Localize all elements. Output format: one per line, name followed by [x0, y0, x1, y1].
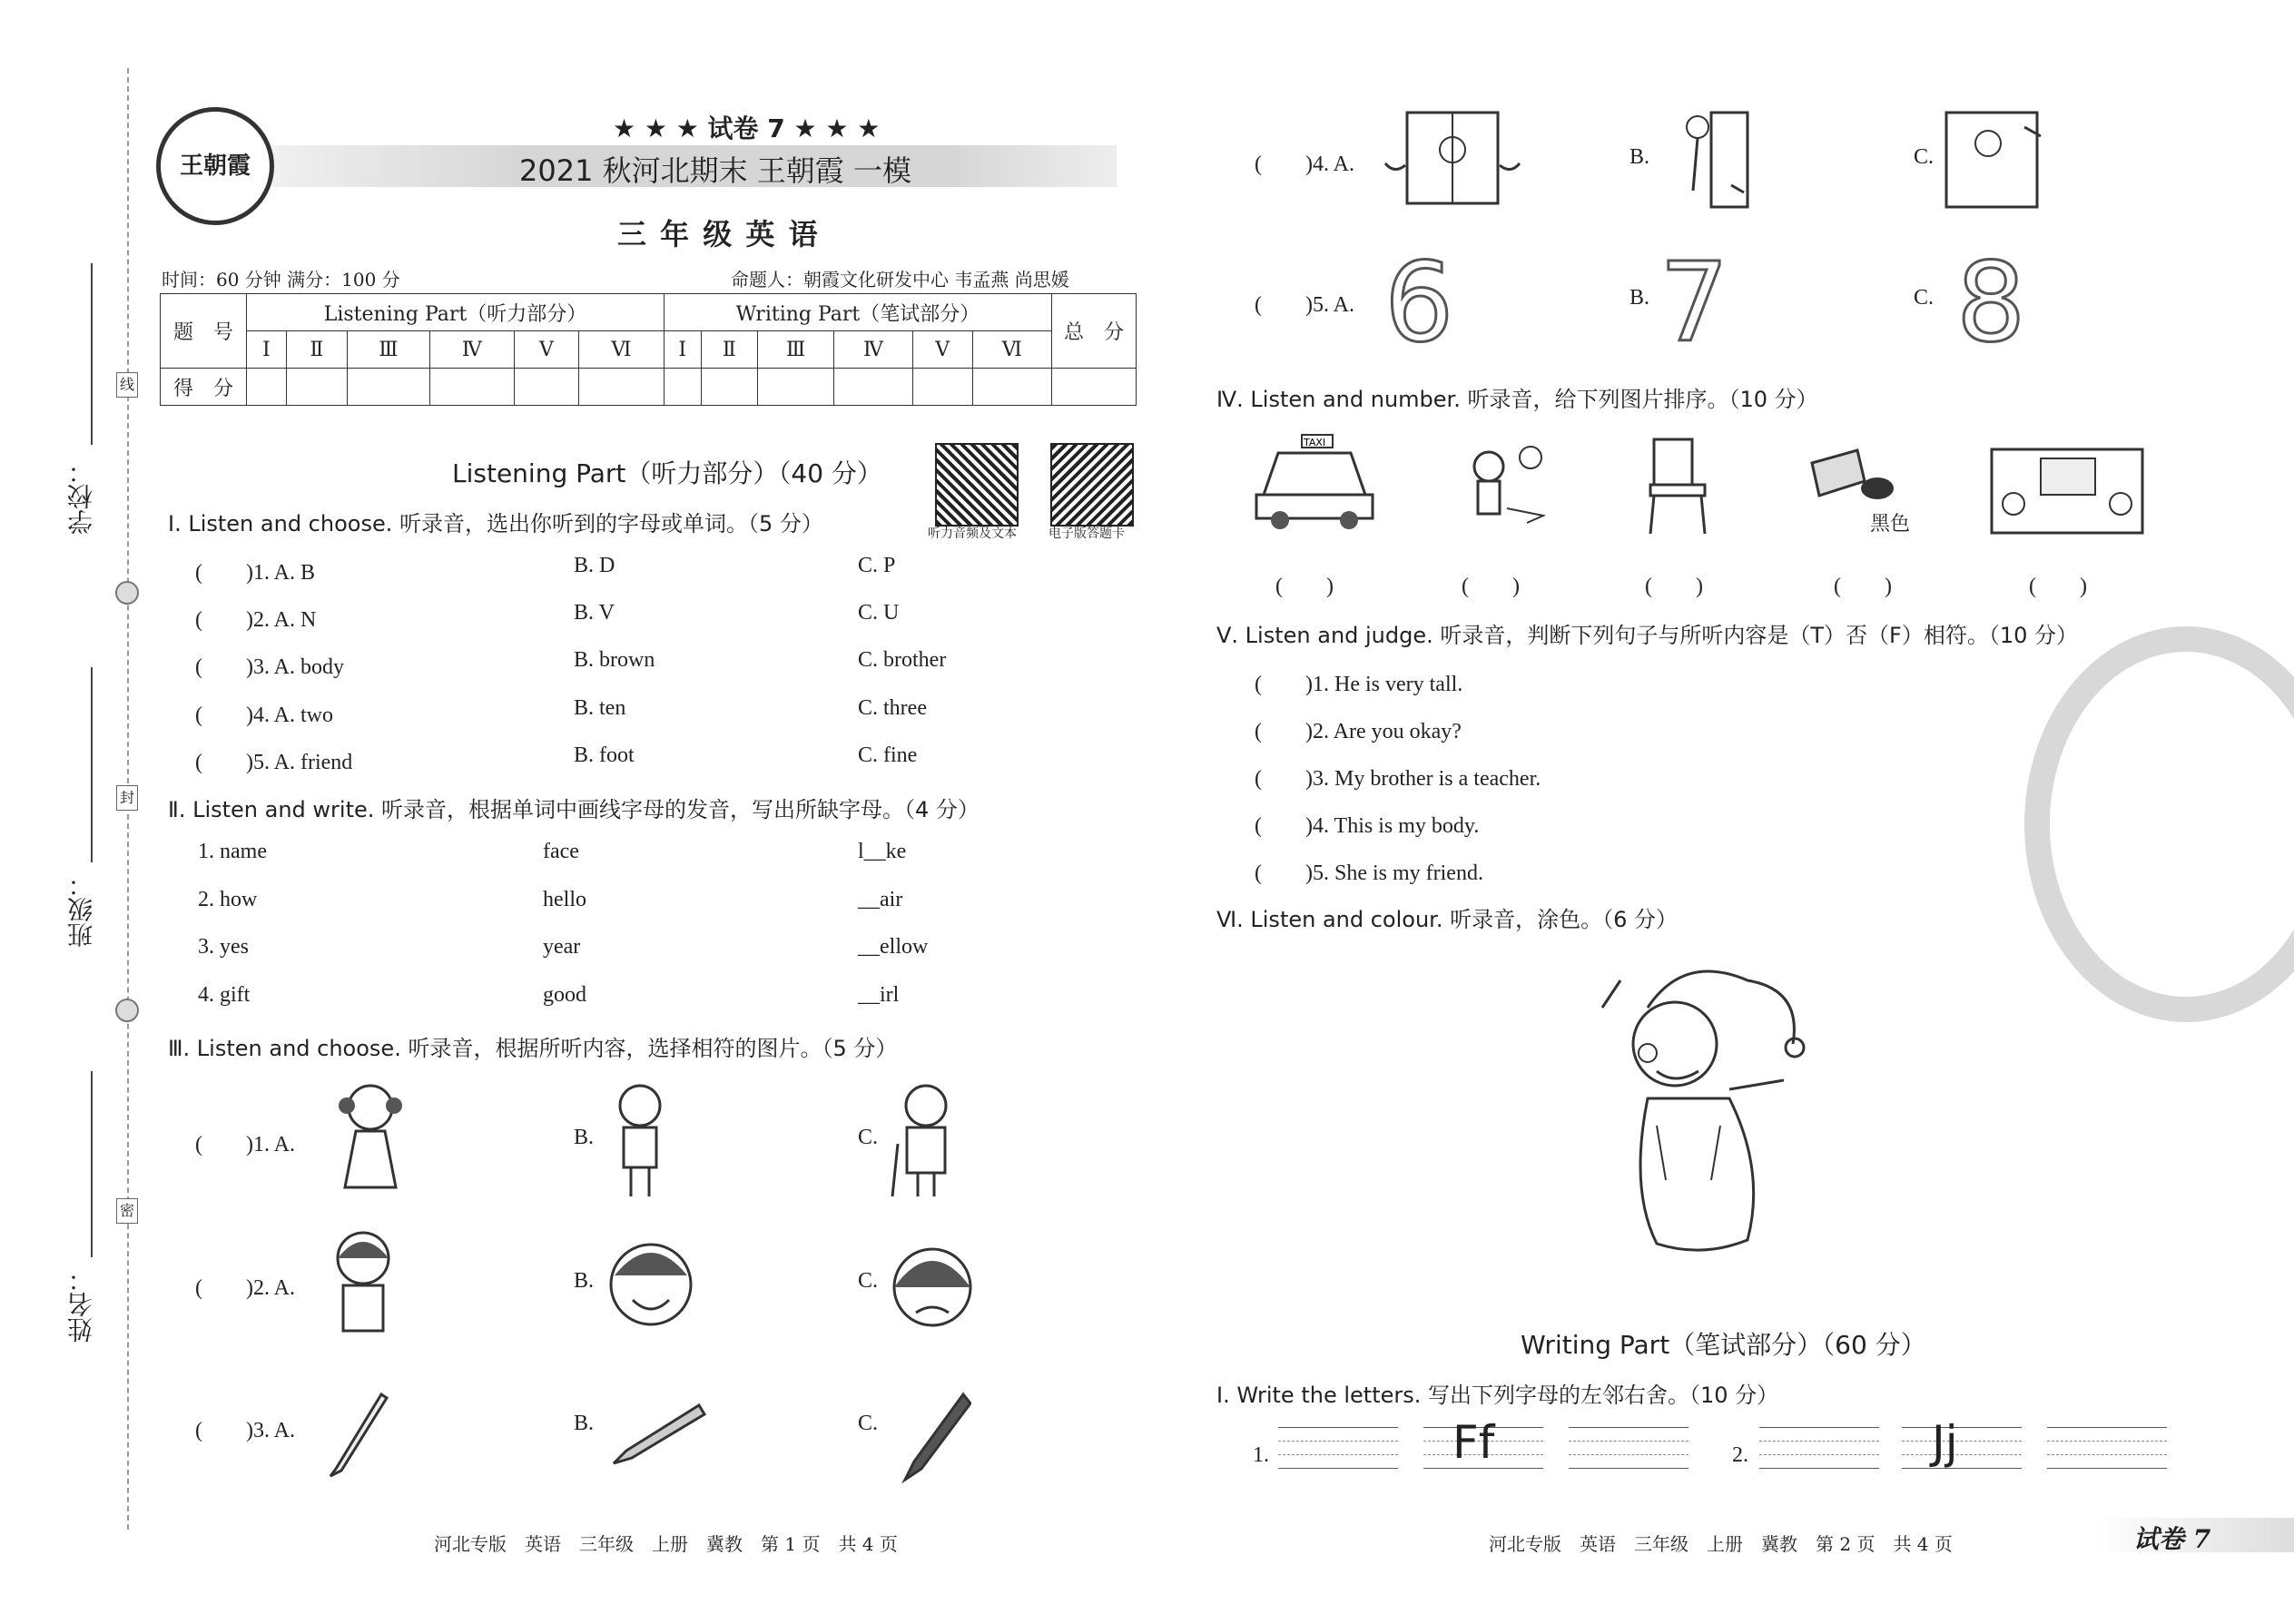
s5-item5[interactable]: ( )5. She is my friend. — [1255, 861, 1483, 885]
s1-item4-a[interactable]: ( )4. A. two — [195, 704, 333, 727]
qr-caption-audio: 听力音频及文本 — [928, 527, 1017, 541]
score-cell[interactable] — [972, 369, 1051, 406]
s1-item3-c[interactable]: C. brother — [858, 648, 947, 672]
total-header: 总 分 — [1052, 294, 1137, 369]
numeral-cell: Ⅳ — [429, 331, 515, 369]
writing-part-title: Writing Part（笔试部分）（60 分） — [1521, 1330, 1926, 1360]
sad-girl-icon — [885, 1235, 980, 1339]
black-color-label: 黑色 — [1870, 513, 1911, 536]
writing-line — [1278, 1441, 1398, 1442]
girl-icon — [329, 1080, 412, 1200]
class-label: 班级： — [66, 871, 96, 948]
w1-number-2: 2. — [1732, 1443, 1748, 1467]
qr-caption-answer: 电子版答题卡 — [1049, 527, 1125, 541]
s5-item4[interactable]: ( )4. This is my body. — [1255, 814, 1480, 838]
s1-item1-b[interactable]: B. D — [574, 554, 615, 577]
numeral-cell: Ⅱ — [286, 331, 347, 369]
name-line[interactable] — [91, 1071, 93, 1257]
school-label: 学校： — [66, 458, 96, 535]
s3-item2-a[interactable]: ( )2. A. — [195, 1276, 295, 1300]
s1-item3-a[interactable]: ( )3. A. body — [195, 655, 344, 679]
s3-item2-c[interactable]: C. — [858, 1269, 879, 1293]
s5-item2[interactable]: ( )2. Are you okay? — [1255, 720, 1462, 743]
score-cell[interactable] — [912, 369, 972, 406]
s2-item2-c[interactable]: __air — [858, 888, 903, 911]
s3-item1-a[interactable]: ( )1. A. — [195, 1133, 295, 1156]
s3-item4-a[interactable]: ( )4. A. — [1255, 153, 1354, 176]
qr-code-audio[interactable] — [935, 443, 1019, 527]
writing-line — [1902, 1454, 2022, 1455]
close-door-icon — [1943, 109, 2052, 211]
numeral-cell: Ⅵ — [972, 331, 1051, 369]
numeral-cell: Ⅰ — [247, 331, 287, 369]
black-paint-icon — [1808, 447, 1899, 510]
numeral-cell: Ⅰ — [664, 331, 701, 369]
s2-item1-c[interactable]: l__ke — [858, 840, 907, 863]
secret-watermark-seal — [2024, 626, 2294, 1022]
writing-answer-blank[interactable] — [1759, 1468, 1879, 1469]
s2-item3-c[interactable]: __ellow — [858, 935, 929, 959]
exam-title: 2021 秋河北期末 王朝霞 一模 — [519, 153, 911, 188]
writing-line — [1569, 1427, 1689, 1428]
s2-item2-a: 2. how — [198, 888, 258, 911]
writing-answer-blank[interactable] — [1278, 1468, 1398, 1469]
s2-item1-a: 1. name — [198, 840, 267, 863]
s3-item5-a[interactable]: ( )5. A. — [1255, 293, 1354, 317]
s4-blank-3[interactable]: ( ) — [1645, 575, 1703, 598]
listening-header: Listening Part（听力部分） — [247, 294, 665, 331]
writing-section1-title: Ⅰ. Write the letters. 写出下列字母的左邻右舍。（10 分） — [1216, 1383, 1779, 1408]
s2-item2-b: hello — [543, 888, 586, 911]
writing-line — [2047, 1454, 2167, 1455]
boy-waving-icon — [1443, 436, 1552, 537]
score-cell[interactable] — [578, 369, 664, 406]
score-cell[interactable] — [286, 369, 347, 406]
taxi-label: TAXI — [1304, 437, 1326, 448]
s1-item3-b[interactable]: B. brown — [574, 648, 655, 672]
writing-answer-blank[interactable] — [2047, 1468, 2167, 1469]
chair-icon — [1641, 434, 1714, 538]
section1-title: Ⅰ. Listen and choose. 听录音，选出你听到的字母或单词。（5 分） — [168, 511, 823, 536]
s4-blank-5[interactable]: ( ) — [2029, 575, 2087, 598]
footer-left: 河北专版 英语 三年级 上册 冀教 第 1 页 共 4 页 — [434, 1533, 898, 1555]
s1-item4-b[interactable]: B. ten — [574, 696, 626, 720]
digit-six: 6 — [1384, 241, 1454, 367]
footer-paper-badge: 试卷 7 — [2133, 1524, 2211, 1554]
digit-eight: 8 — [1956, 241, 2026, 367]
binding-hole-icon — [115, 581, 139, 605]
s1-item2-a[interactable]: ( )2. A. N — [195, 608, 317, 632]
publisher-logo: 王朝霞 — [156, 107, 274, 225]
writing-line — [1278, 1427, 1398, 1428]
s1-item5-b[interactable]: B. foot — [574, 743, 635, 767]
s3-item4-c[interactable]: C. — [1914, 145, 1935, 169]
row-label-question-no: 题 号 — [161, 294, 247, 369]
s1-item1-c[interactable]: C. P — [858, 554, 896, 577]
writing-line — [1759, 1427, 1879, 1428]
clown-coloring-icon[interactable] — [1593, 953, 1829, 1262]
writing-line — [1759, 1441, 1879, 1442]
taxi-icon — [1251, 431, 1378, 533]
writing-line — [1902, 1441, 2022, 1442]
s1-item4-c[interactable]: C. three — [858, 696, 927, 720]
s1-item5-c[interactable]: C. fine — [858, 743, 918, 767]
s3-item1-c[interactable]: C. — [858, 1126, 879, 1149]
letters-jj: Jj — [1932, 1416, 1958, 1469]
section3-title: Ⅲ. Listen and choose. 听录音，根据所听内容，选择相符的图片。（5 分） — [168, 1036, 898, 1061]
numeral-cell: Ⅵ — [578, 331, 664, 369]
section5-title: Ⅴ. Listen and judge. 听录音，判断下列句子与所听内容是（T）否（F）相符。（10 分） — [1216, 623, 2079, 648]
score-cell[interactable] — [347, 369, 429, 406]
s3-item4-b[interactable]: B. — [1629, 145, 1650, 169]
s2-item4-b: good — [543, 983, 586, 1007]
section4-title: Ⅳ. Listen and number. 听录音，给下列图片排序。（10 分） — [1216, 387, 1818, 412]
sick-boy-icon — [318, 1225, 409, 1343]
w1-number-1: 1. — [1253, 1443, 1269, 1467]
score-cell[interactable] — [701, 369, 757, 406]
pen-icon — [894, 1389, 971, 1489]
score-table — [160, 293, 1137, 406]
numeral-cell: Ⅴ — [912, 331, 972, 369]
pencil-icon — [327, 1389, 390, 1480]
s3-item5-c[interactable]: C. — [1914, 286, 1935, 310]
writing-answer-blank[interactable] — [1569, 1468, 1689, 1469]
boy-icon — [604, 1080, 676, 1200]
s3-item1-b[interactable]: B. — [574, 1126, 595, 1149]
school-line[interactable] — [91, 263, 93, 445]
seal-box-seal: 封 — [116, 785, 138, 811]
s5-item1[interactable]: ( )1. He is very tall. — [1255, 673, 1463, 696]
seal-box-line: 线 — [116, 372, 138, 398]
s4-blank-1[interactable]: ( ) — [1275, 575, 1334, 598]
section2-title: Ⅱ. Listen and write. 听录音，根据单词中画线字母的发音，写出所缺字母。（4 分） — [168, 797, 980, 822]
footer-right: 河北专版 英语 三年级 上册 冀教 第 2 页 共 4 页 — [1489, 1533, 1953, 1555]
s3-item5-b[interactable]: B. — [1629, 286, 1650, 310]
score-cell[interactable] — [515, 369, 579, 406]
score-cell[interactable] — [429, 369, 515, 406]
score-cell[interactable] — [757, 369, 833, 406]
writing-header: Writing Part（笔试部分） — [664, 294, 1051, 331]
s2-item3-a: 3. yes — [198, 935, 249, 959]
subject-title: 三 年 级 英 语 — [617, 217, 820, 251]
score-cell[interactable] — [247, 369, 287, 406]
class-line[interactable] — [91, 667, 93, 862]
s2-item4-c[interactable]: __irl — [858, 983, 900, 1007]
s3-item3-a[interactable]: ( )3. A. — [195, 1419, 295, 1442]
section6-title: Ⅵ. Listen and colour. 听录音，涂色。（6 分） — [1216, 907, 1678, 932]
writing-line — [1759, 1454, 1879, 1455]
s2-item3-b: year — [543, 935, 581, 959]
s2-item1-b: face — [543, 840, 579, 863]
numeral-cell: Ⅴ — [515, 331, 579, 369]
s5-item3[interactable]: ( )3. My brother is a teacher. — [1255, 767, 1541, 791]
s1-item1-a[interactable]: ( )1. A. B — [195, 561, 315, 585]
open-door-icon — [1657, 109, 1766, 211]
numeral-cell: Ⅲ — [347, 331, 429, 369]
writing-line — [1902, 1427, 2022, 1428]
s4-blank-4[interactable]: ( ) — [1834, 575, 1892, 598]
s4-blank-2[interactable]: ( ) — [1462, 575, 1520, 598]
writing-line — [1569, 1441, 1689, 1442]
crayon-icon — [608, 1398, 708, 1471]
binding-hole-icon — [115, 999, 139, 1022]
s3-item3-c[interactable]: C. — [858, 1412, 879, 1435]
grandpa-icon — [885, 1080, 967, 1200]
score-cell[interactable] — [834, 369, 913, 406]
s2-item4-a: 4. gift — [198, 983, 251, 1007]
qr-code-answer-sheet[interactable] — [1050, 443, 1134, 527]
writing-line — [1278, 1454, 1398, 1455]
writing-line — [2047, 1441, 2167, 1442]
authors-info: 命题人：朝霞文化研发中心 韦孟燕 尚思媛 — [731, 269, 1069, 290]
s3-item2-b[interactable]: B. — [574, 1269, 595, 1293]
writing-line — [2047, 1427, 2167, 1428]
listening-part-title: Listening Part（听力部分）（40 分） — [452, 458, 882, 488]
row-label-score: 得 分 — [161, 369, 247, 406]
numeral-cell: Ⅱ — [701, 331, 757, 369]
letters-ff: Ff — [1452, 1416, 1495, 1469]
numeral-cell: Ⅳ — [834, 331, 913, 369]
name-label: 姓名： — [66, 1266, 96, 1343]
seal-box-secret: 密 — [116, 1198, 138, 1224]
numeral-cell: Ⅲ — [757, 331, 833, 369]
happy-boy-icon — [604, 1235, 699, 1334]
open-window-icon — [1380, 109, 1525, 211]
digit-seven: 7 — [1659, 241, 1729, 367]
s1-item2-b[interactable]: B. V — [574, 601, 615, 625]
total-score-cell[interactable] — [1052, 369, 1137, 406]
writing-line — [1902, 1468, 2022, 1469]
s1-item2-c[interactable]: C. U — [858, 601, 900, 625]
score-cell[interactable] — [664, 369, 701, 406]
writing-line — [1569, 1454, 1689, 1455]
s1-item5-a[interactable]: ( )5. A. friend — [195, 751, 353, 774]
s3-item3-b[interactable]: B. — [574, 1412, 595, 1435]
paper-badge: ★ ★ ★ 试卷 7 ★ ★ ★ — [613, 113, 881, 143]
classroom-icon — [1986, 431, 2148, 540]
time-score-info: 时间：60 分钟 满分：100 分 — [162, 269, 400, 290]
